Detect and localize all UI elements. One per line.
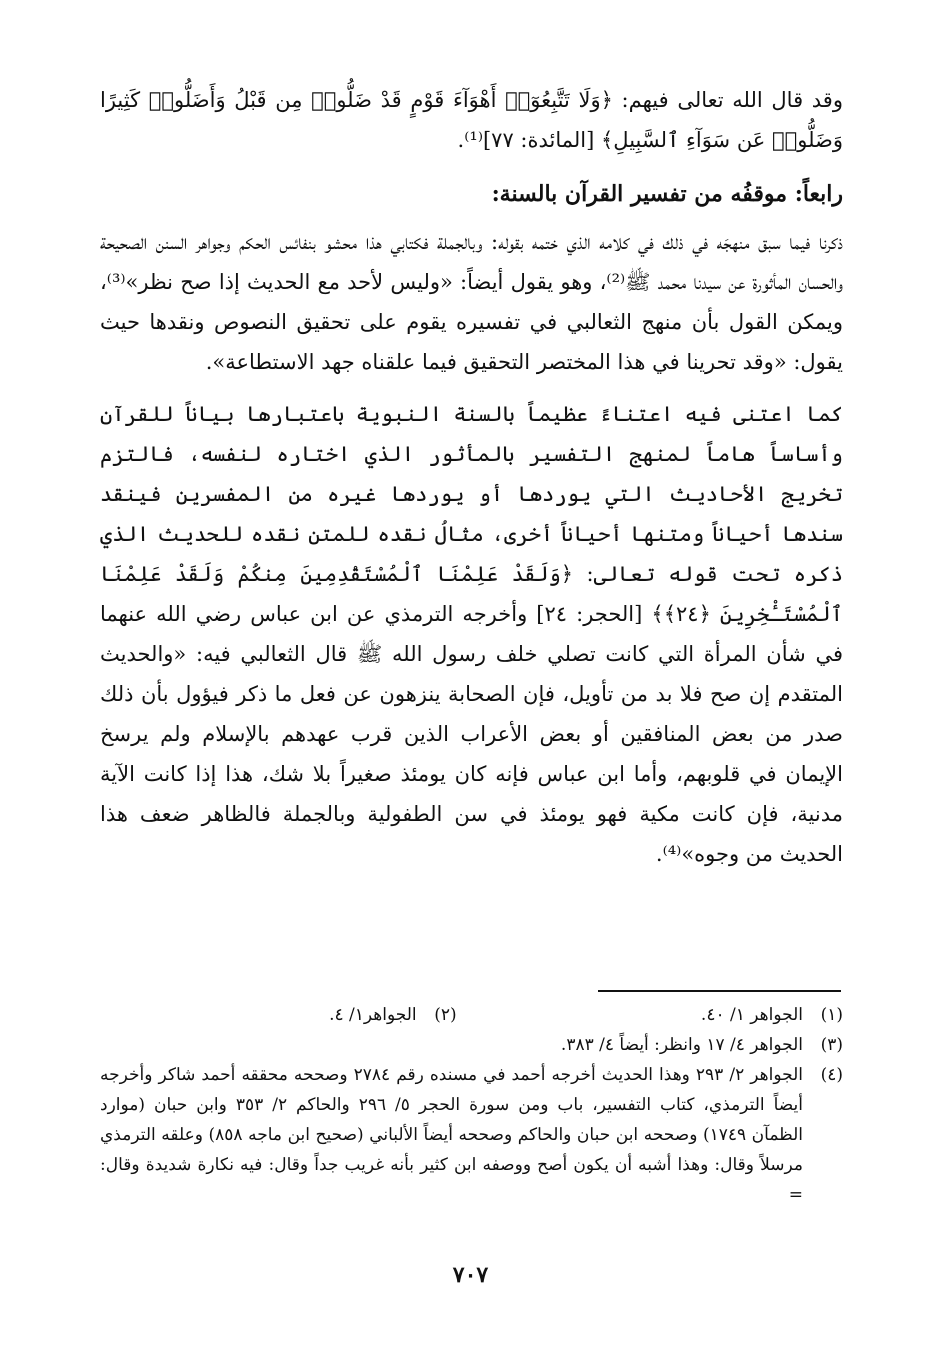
footnote-row-1-2	[100, 1000, 843, 1030]
footnote-3	[100, 1030, 843, 1060]
section-heading: رابعاً: موقفُه من تفسير القرآن بالسنة:	[491, 181, 843, 207]
paragraph-quran-verse: وقد قال الله تعالى فيهم: ﴿وَلَا تَتَّبِعُوٓا۟ أَهْوَآءَ قَوْمٍ قَدْ ضَلُّوا۟ مِن قَبْلُ وَأَضَلُّوا۟ كَثِيرًا وَضَلُّوا۟ عَن سَوَآءِ ٱلسَّبِيلِ﴾ [المائدة: ٧٧]⁽¹⁾.	[100, 88, 843, 152]
footnote-text: الجواهر١/ ٤.	[329, 1005, 417, 1025]
page-number: ٧٠٧	[452, 1262, 489, 1288]
footnote-1	[457, 1000, 843, 1030]
main-text	[100, 80, 843, 874]
footnote-2	[329, 1000, 457, 1030]
footnote-number: (٣)	[820, 1035, 843, 1055]
footnote-text: الجواهر ٤/ ١٧ وانظر: أيضاً ٤/ ٣٨٣.	[560, 1035, 803, 1055]
footnote-number: (٢)	[434, 1005, 457, 1025]
footnote-text: الجواهر ١/ ٤٠.	[700, 1005, 803, 1025]
footnote-text: الجواهر ٢/ ٢٩٣ وهذا الحديث أخرجه أحمد في مسنده رقم ٢٧٨٤ وصححه محققه أحمد شاكر وأخرجه أيضاً الترمذي، كتاب التفسير، باب ومن سورة الحجر ٥/ ٢٩٦ والحاكم ٢/ ٣٥٣ وابن حبان (موارد الظمآن ١٧٤٩) وصححه ابن حبان والحاكم وصححه أيضاً الألباني (صحيح ابن ماجه ٨٥٨) وعلقه الترمذي مرسلاً وقال: وهذا أشبه أن يكون أصح ووصفه ابن كثير بأنه غريب جداً وقال: فيه نكارة شديدة وقال: =	[100, 1065, 804, 1205]
paragraph-sunnah: كما اعتنى فيه اعتناءً عظيماً بالسنة النبوية باعتبارها بياناً للقرآن وأساساً هاماً لمنهج التفسير بالمأثور الذي اختاره لنفسه، فالتزم تخريج الأحاديث التي يوردها أو يوردها غيره من المفسرين فينقد سندها أحياناً ومتنها أحياناً أخرى، مثالُ نقده للمتن نقده للحديث الذي ذكره تحت قوله تعالى: ﴿وَلَقَدْ عَلِمْنَا ٱلْمُسْتَقْدِمِينَ مِنكُمْ وَلَقَدْ عَلِمْنَا ٱلْمُسْتَـْٔخِرِينَ ﴿٢٤﴾﴾ [الحجر: ٢٤] وأخرجه الترمذي عن ابن عباس رضي الله عنهما في شأن المرأة التي كانت تصلي خلف رسول الله ﷺ قال الثعالبي فيه: «والحديث المتقدم إن صح فلا بد من تأويل، فإن الصحابة ينزهون عن فعل ما ذكر فيؤول بأن ذلك صدر من بعض المنافقين أو بعض الأعراب الذين قرب عهدهم بالإسلام ولم يرسخ الإيمان في قلوبهم، وأما ابن عباس فإنه كان يومئذ صغيراً بلا شك، هذا إذا كانت الآية مدنية، فإن كانت مكية فهو يومئذ في سن الطفولية وبالجملة فالظاهر ضعف هذا الحديث من وجوه»⁽⁴⁾.	[100, 402, 843, 866]
footnote-4	[100, 1060, 843, 1210]
footnotes	[100, 1000, 843, 1210]
paragraph-method: ذكرنا فيما سبق منهجَه في ذلك في كلامه الذي ختمه بقوله: وبالجملة فكتابي هذا محشو بنفائس الحكم وجواهر السنن الصحيحة والحسان المأثورة عن سيدنا محمد ﷺ⁽²⁾، وهو يقول أيضاً: «وليس لأحد مع الحديث إذا صح نظر»⁽³⁾، ويمكن القول بأن منهج الثعالبي في تفسيره يقوم على تحقيق النصوص ونقدها حيث يقول: «وقد تحرينا في هذا المختصر التحقيق فيما علقناه جهد الاستطاعة».	[100, 230, 843, 374]
footnote-separator	[598, 990, 841, 992]
footnote-number: (١)	[820, 1005, 843, 1025]
footnote-number: (٤)	[820, 1065, 843, 1085]
